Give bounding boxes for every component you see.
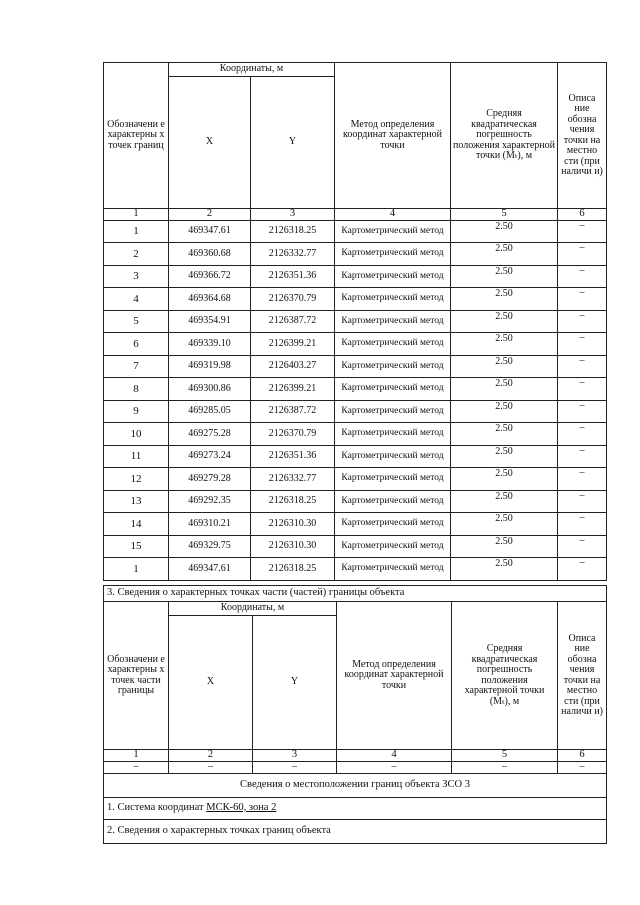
x-coordinate: 469347.61	[169, 558, 251, 581]
column-number: 2	[169, 209, 251, 221]
table-row	[104, 513, 607, 536]
column-number: 2	[169, 750, 253, 762]
error-cell: 2.50	[451, 400, 558, 423]
table-row	[104, 490, 607, 513]
x-coordinate: 469329.75	[169, 535, 251, 558]
method-cell: Картометрический метод	[335, 265, 451, 288]
description-cell: –	[558, 333, 607, 356]
table-row	[104, 355, 607, 378]
method-cell: Картометрический метод	[335, 535, 451, 558]
table-row	[104, 445, 607, 468]
y-coordinate: 2126351.36	[251, 265, 335, 288]
y-coordinate: 2126399.21	[251, 333, 335, 356]
x-coordinate: 469285.05	[169, 400, 251, 423]
method-cell: Картометрический метод	[335, 400, 451, 423]
x-coordinate: 469275.28	[169, 423, 251, 446]
method-cell: Картометрический метод	[335, 378, 451, 401]
coordinate-system-value: МСК-60, зона 2	[206, 801, 277, 813]
x-coordinate: 469360.68	[169, 243, 251, 266]
x-coordinate: 469319.98	[169, 355, 251, 378]
error-cell: 2.50	[451, 333, 558, 356]
method-cell: Картометрический метод	[335, 490, 451, 513]
method-cell: Картометрический метод	[335, 445, 451, 468]
y-coordinate: 2126318.25	[251, 220, 335, 243]
method-cell: Картометрический метод	[335, 558, 451, 581]
empty-cell: –	[253, 761, 337, 773]
header-error: Средняя квадратическая погрешность положения характерной точки (Мₜ), м	[452, 602, 558, 750]
error-cell: 2.50	[451, 423, 558, 446]
table-row	[104, 558, 607, 581]
column-number: 6	[558, 209, 607, 221]
point-number: 1	[104, 220, 169, 243]
column-number: 3	[251, 209, 335, 221]
column-number: 4	[335, 209, 451, 221]
point-number: 6	[104, 333, 169, 356]
x-coordinate: 469366.72	[169, 265, 251, 288]
y-coordinate: 2126318.25	[251, 490, 335, 513]
header-x: X	[169, 77, 251, 209]
y-coordinate: 2126387.72	[251, 400, 335, 423]
description-cell: –	[558, 378, 607, 401]
point-number: 10	[104, 423, 169, 446]
error-cell: 2.50	[451, 288, 558, 311]
error-cell: 2.50	[451, 490, 558, 513]
x-coordinate: 469347.61	[169, 220, 251, 243]
error-cell: 2.50	[451, 378, 558, 401]
description-cell: –	[558, 310, 607, 333]
description-cell: –	[558, 468, 607, 491]
point-number: 9	[104, 400, 169, 423]
point-number: 1	[104, 558, 169, 581]
table-row	[104, 220, 607, 243]
method-cell: Картометрический метод	[335, 355, 451, 378]
x-coordinate: 469339.10	[169, 333, 251, 356]
error-cell: 2.50	[451, 558, 558, 581]
table-row	[104, 265, 607, 288]
y-coordinate: 2126370.79	[251, 288, 335, 311]
header-error: Средняя квадратическая погрешность положения характерной точки (Мₜ), м	[451, 63, 558, 209]
header-coordinates: Координаты, м	[169, 63, 335, 77]
point-number: 13	[104, 490, 169, 513]
point-number: 4	[104, 288, 169, 311]
x-coordinate: 469310.21	[169, 513, 251, 536]
empty-cell: –	[337, 761, 452, 773]
point-number: 7	[104, 355, 169, 378]
error-cell: 2.50	[451, 355, 558, 378]
y-coordinate: 2126332.77	[251, 243, 335, 266]
point-number: 12	[104, 468, 169, 491]
method-cell: Картометрический метод	[335, 310, 451, 333]
table-row	[104, 400, 607, 423]
table-row	[104, 378, 607, 401]
point-number: 15	[104, 535, 169, 558]
method-cell: Картометрический метод	[335, 468, 451, 491]
description-cell: –	[558, 423, 607, 446]
header-coordinates: Координаты, м	[169, 602, 337, 616]
description-cell: –	[558, 513, 607, 536]
table-row	[104, 468, 607, 491]
x-coordinate: 469279.28	[169, 468, 251, 491]
empty-cell: –	[452, 761, 558, 773]
point-number: 2	[104, 243, 169, 266]
header-description: Описа ние обозна чения точки на местно сти (при наличи и)	[558, 602, 607, 750]
empty-cell: –	[104, 761, 169, 773]
error-cell: 2.50	[451, 220, 558, 243]
column-number: 1	[104, 209, 169, 221]
error-cell: 2.50	[451, 445, 558, 468]
table-row	[104, 243, 607, 266]
table-row	[104, 310, 607, 333]
method-cell: Картометрический метод	[335, 288, 451, 311]
description-cell: –	[558, 490, 607, 513]
description-cell: –	[558, 220, 607, 243]
description-cell: –	[558, 400, 607, 423]
column-number: 4	[337, 750, 452, 762]
table-row	[104, 423, 607, 446]
y-coordinate: 2126399.21	[251, 378, 335, 401]
description-cell: –	[558, 288, 607, 311]
column-number: 5	[452, 750, 558, 762]
method-cell: Картометрический метод	[335, 513, 451, 536]
error-cell: 2.50	[451, 535, 558, 558]
point-number: 3	[104, 265, 169, 288]
boundary-points-table	[103, 62, 607, 581]
error-cell: 2.50	[451, 310, 558, 333]
description-cell: –	[558, 265, 607, 288]
point-number: 11	[104, 445, 169, 468]
points-section-title: 2. Сведения о характерных точках границ объекта	[104, 819, 607, 843]
method-cell: Картометрический метод	[335, 243, 451, 266]
zso-section-title: Сведения о местоположении границ объекта ЗСО 3	[104, 773, 607, 797]
header-method: Метод определения координат характерной точки	[337, 602, 452, 750]
description-cell: –	[558, 355, 607, 378]
header-description: Описа ние обозна чения точки на местно сти (при наличи и)	[558, 63, 607, 209]
x-coordinate: 469273.24	[169, 445, 251, 468]
column-number: 6	[558, 750, 607, 762]
table-row	[104, 535, 607, 558]
empty-cell: –	[169, 761, 253, 773]
y-coordinate: 2126332.77	[251, 468, 335, 491]
table-row	[104, 288, 607, 311]
header-designation: Обозначени е характерны х точек части границы	[104, 602, 169, 750]
column-number: 3	[253, 750, 337, 762]
error-cell: 2.50	[451, 243, 558, 266]
y-coordinate: 2126387.72	[251, 310, 335, 333]
y-coordinate: 2126310.30	[251, 535, 335, 558]
description-cell: –	[558, 535, 607, 558]
column-number: 5	[451, 209, 558, 221]
error-cell: 2.50	[451, 265, 558, 288]
description-cell: –	[558, 558, 607, 581]
x-coordinate: 469300.86	[169, 378, 251, 401]
coordinate-system-label: 1. Система координат	[107, 801, 207, 813]
point-number: 8	[104, 378, 169, 401]
header-y: Y	[253, 616, 337, 750]
y-coordinate: 2126351.36	[251, 445, 335, 468]
y-coordinate: 2126310.30	[251, 513, 335, 536]
header-y: Y	[251, 77, 335, 209]
method-cell: Картометрический метод	[335, 333, 451, 356]
column-number: 1	[104, 750, 169, 762]
method-cell: Картометрический метод	[335, 220, 451, 243]
method-cell: Картометрический метод	[335, 423, 451, 446]
table-row	[104, 333, 607, 356]
header-designation: Обозначени е характерны х точек границ	[104, 63, 169, 209]
section-title-part-points: 3. Сведения о характерных точках части (частей) границы объекта	[104, 586, 607, 602]
description-cell: –	[558, 445, 607, 468]
y-coordinate: 2126403.27	[251, 355, 335, 378]
x-coordinate: 469364.68	[169, 288, 251, 311]
coordinate-system-line	[104, 797, 607, 819]
error-cell: 2.50	[451, 513, 558, 536]
part-boundary-points-table	[103, 585, 607, 844]
y-coordinate: 2126318.25	[251, 558, 335, 581]
x-coordinate: 469354.91	[169, 310, 251, 333]
header-method: Метод определения координат характерной точки	[335, 63, 451, 209]
y-coordinate: 2126370.79	[251, 423, 335, 446]
point-number: 5	[104, 310, 169, 333]
header-x: X	[169, 616, 253, 750]
point-number: 14	[104, 513, 169, 536]
empty-cell: –	[558, 761, 607, 773]
error-cell: 2.50	[451, 468, 558, 491]
description-cell: –	[558, 243, 607, 266]
x-coordinate: 469292.35	[169, 490, 251, 513]
